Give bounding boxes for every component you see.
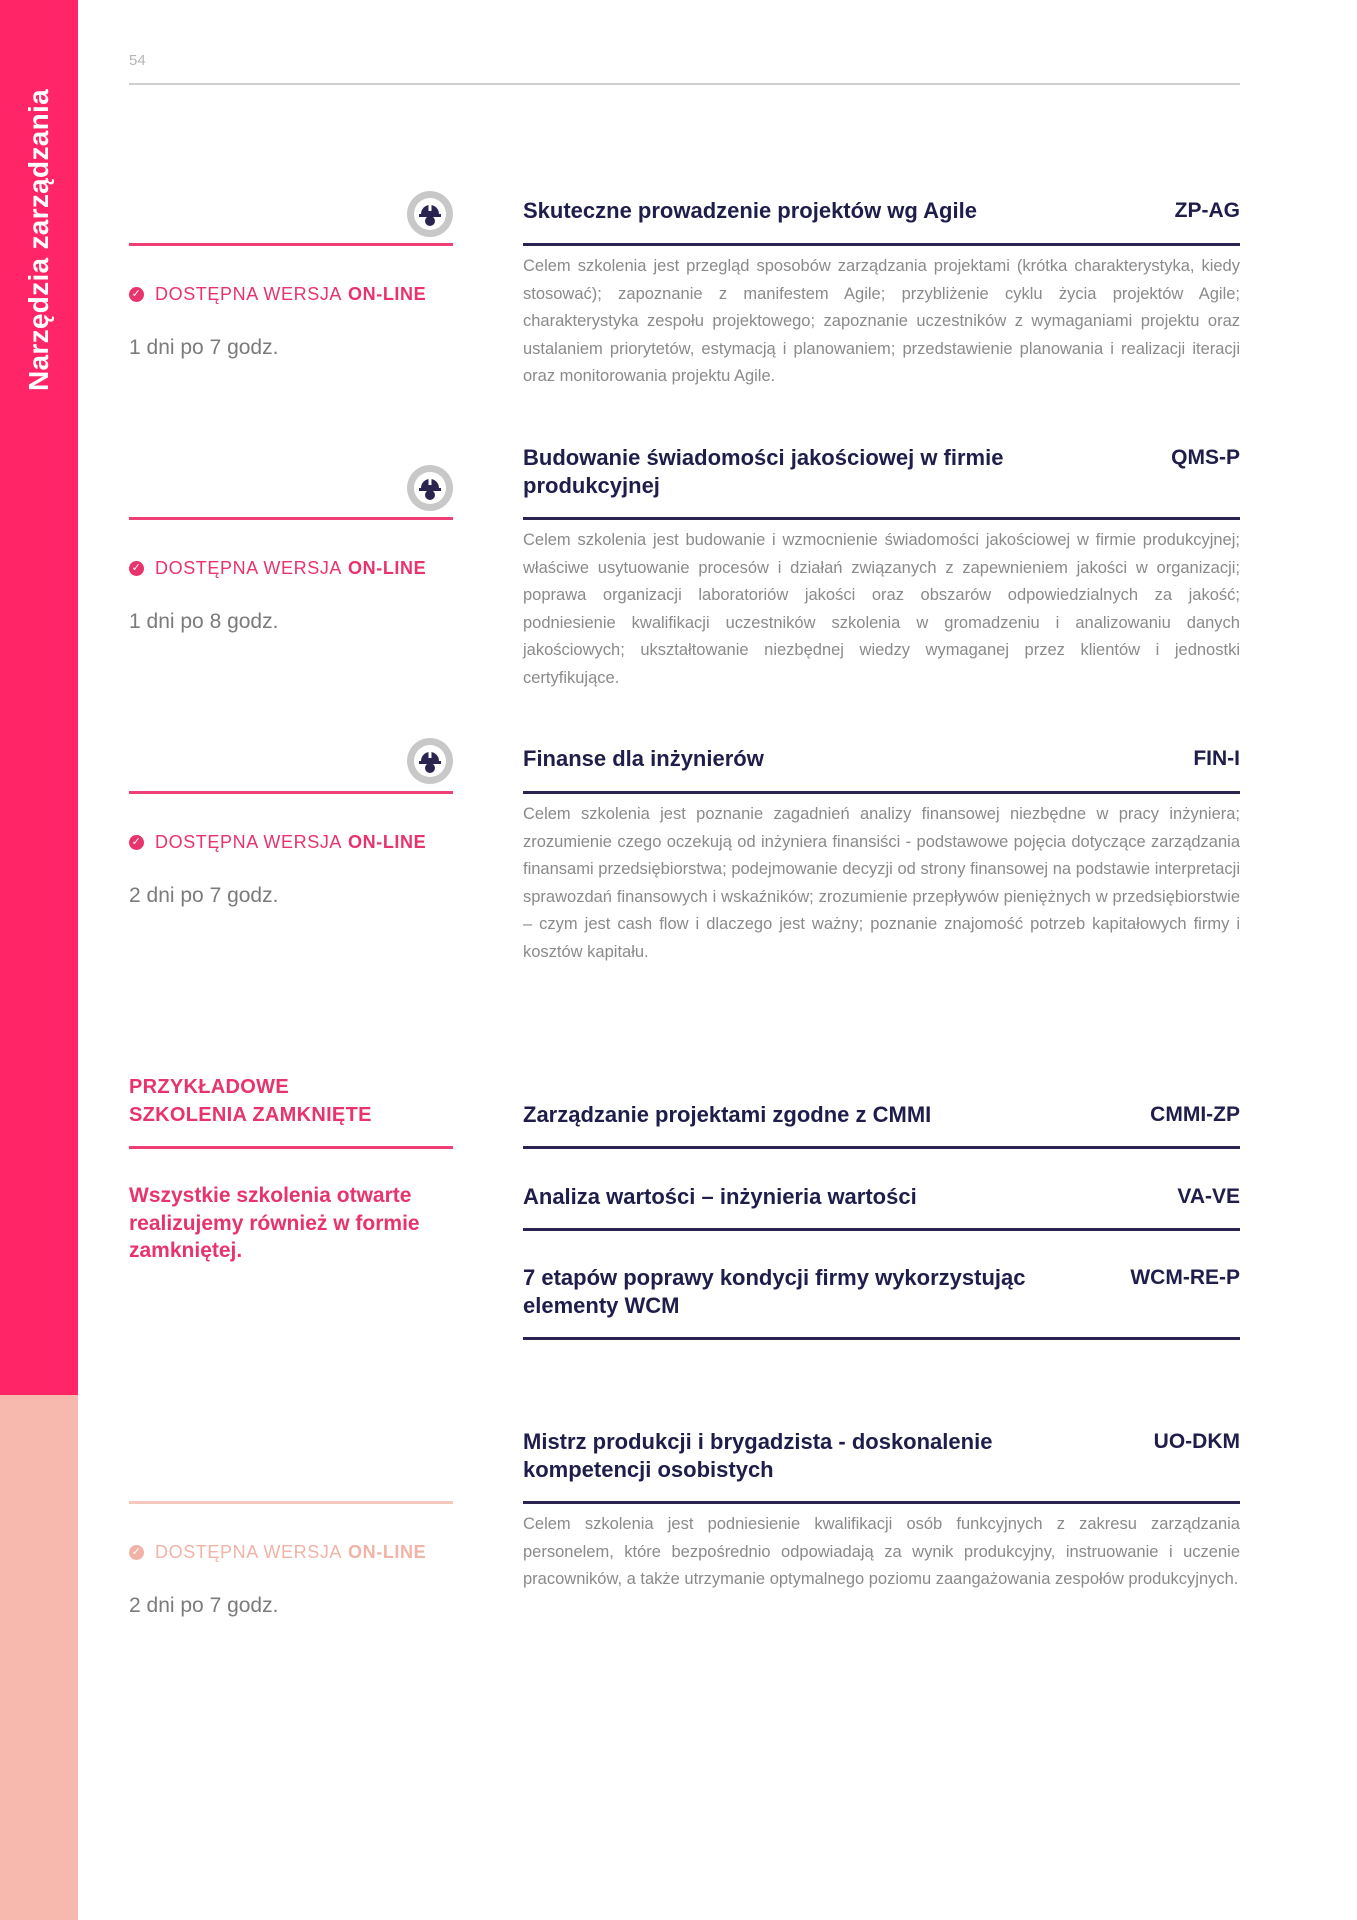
online-emphasis: ON-LINE	[348, 284, 427, 304]
section-divider	[129, 517, 453, 520]
helmet-gear-icon	[407, 465, 453, 511]
section-divider	[129, 1146, 453, 1149]
title-divider	[523, 1337, 1240, 1340]
course-title: Finanse dla inżynierów	[523, 746, 764, 771]
closed-course-title: Zarządzanie projektami zgodne z CMMI	[523, 1102, 932, 1127]
course-duration: 1 dni po 7 godz.	[129, 336, 279, 359]
closed-course-code: WCM-RE-P	[1130, 1266, 1240, 1289]
section-divider	[129, 791, 453, 794]
title-divider	[523, 1501, 1240, 1504]
course-duration: 1 dni po 8 godz.	[129, 610, 279, 633]
check-icon: ✓	[129, 561, 144, 576]
title-divider	[523, 791, 1240, 794]
title-divider	[523, 243, 1240, 246]
course-code: QMS-P	[1171, 446, 1240, 469]
course-title: Budowanie świadomości jakościowej w firmie produkcyjnej	[523, 445, 1004, 498]
section-divider	[129, 1501, 453, 1504]
online-emphasis: ON-LINE	[348, 1542, 427, 1562]
closed-heading-line: SZKOLENIA ZAMKNIĘTE	[129, 1104, 372, 1126]
helmet-gear-icon	[407, 738, 453, 784]
closed-trainings-heading	[129, 1073, 372, 1129]
course-description: Celem szkolenia jest budowanie i wzmocnienie świadomości jakościowej w firmie produkcyjnej; właściwe usytuowanie procesów i działań związanych z zapewnieniem jakości w organizacji; poprawa organizacji laboratoriów jakości oraz obszarów odpowiedzialnych za jakość; podniesienie kwalifikacji uczestników szkolenia w gromadzeniu i analizowaniu danych jakościowych; ukształtowanie niezbędnej wiedzy wymaganej przez klientów i jednostki certyfikujące.	[523, 531, 1240, 687]
check-icon: ✓	[129, 1545, 144, 1560]
course-description: Celem szkolenia jest podniesienie kwalifikacji osób funkcyjnych z zakresu zarządzania personelem, które bezpośrednio odpowiadają za wynik produkcyjny, instruowanie i uczenie pracowników, a także utrzymanie optymalnego poziomu zaangażowania zespołów produkcyjnych.	[523, 1515, 1240, 1588]
online-emphasis: ON-LINE	[348, 558, 427, 578]
online-badge	[129, 832, 426, 853]
title-divider	[523, 1146, 1240, 1149]
closed-course-code: CMMI-ZP	[1150, 1103, 1240, 1126]
side-band-light	[0, 1395, 78, 1920]
course-code: FIN-I	[1193, 747, 1240, 770]
check-icon: ✓	[129, 835, 144, 850]
closed-course-title: 7 etapów poprawy kondycji firmy wykorzystując elementy WCM	[523, 1265, 1026, 1318]
course-description: Celem szkolenia jest poznanie zagadnień analizy finansowej niezbędne w pracy inżyniera; zrozumienie czego oczekują od inżyniera finansiści - podstawowe pojęcia dotyczące zarządzania finansami przedsiębiorstwa; podejmowanie decyzji od strony finansowej na podstawie interpretacji sprawozdań finansowych i wskaźników; zrozumienie przepływów pieniężnych w przedsiębiorstwie – czym jest cash flow i dlaczego jest ważny; poznanie znajomość potrzeb kapitałowych firmy i kosztów kapitału.	[523, 805, 1240, 961]
online-label: DOSTĘPNA WERSJA	[155, 558, 343, 578]
closed-note: Wszystkie szkolenia otwarte realizujemy również w formie zamkniętej.	[129, 1184, 420, 1262]
course-code: UO-DKM	[1153, 1430, 1240, 1453]
side-title: Narzędzia zarządzania	[23, 89, 54, 391]
online-badge	[129, 1542, 426, 1563]
online-badge	[129, 284, 426, 305]
online-label: DOSTĘPNA WERSJA	[155, 1542, 343, 1562]
check-icon: ✓	[129, 287, 144, 302]
page-number: 54	[129, 52, 146, 69]
course-title: Skuteczne prowadzenie projektów wg Agile	[523, 198, 977, 223]
title-divider	[523, 1228, 1240, 1231]
title-divider	[523, 517, 1240, 520]
online-label: DOSTĘPNA WERSJA	[155, 832, 343, 852]
helmet-gear-icon	[407, 191, 453, 237]
closed-heading-line: PRZYKŁADOWE	[129, 1076, 289, 1098]
course-description: Celem szkolenia jest przegląd sposobów zarządzania projektami (krótka charakterystyka, kiedy stosować); zapoznanie z manifestem Agile; przybliżenie cyklu życia projektów Agile; charakterystyka zespołu projektowego; zapoznanie uczestników z wymaganiami projektu oraz ustalaniem priorytetów, estymacją i planowaniem; przedstawienie planowania i realizacji iteracji oraz monitorowania projektu Agile.	[523, 257, 1240, 385]
header-divider	[129, 83, 1240, 85]
course-code: ZP-AG	[1174, 199, 1240, 222]
course-duration: 2 dni po 7 godz.	[129, 1594, 279, 1617]
course-duration: 2 dni po 7 godz.	[129, 884, 279, 907]
closed-course-code: VA-VE	[1177, 1185, 1240, 1208]
closed-course-title: Analiza wartości – inżynieria wartości	[523, 1184, 917, 1209]
online-label: DOSTĘPNA WERSJA	[155, 284, 343, 304]
online-emphasis: ON-LINE	[348, 832, 427, 852]
course-title: Mistrz produkcji i brygadzista - doskonalenie kompetencji osobistych	[523, 1429, 993, 1482]
online-badge	[129, 558, 426, 579]
section-divider	[129, 243, 453, 246]
